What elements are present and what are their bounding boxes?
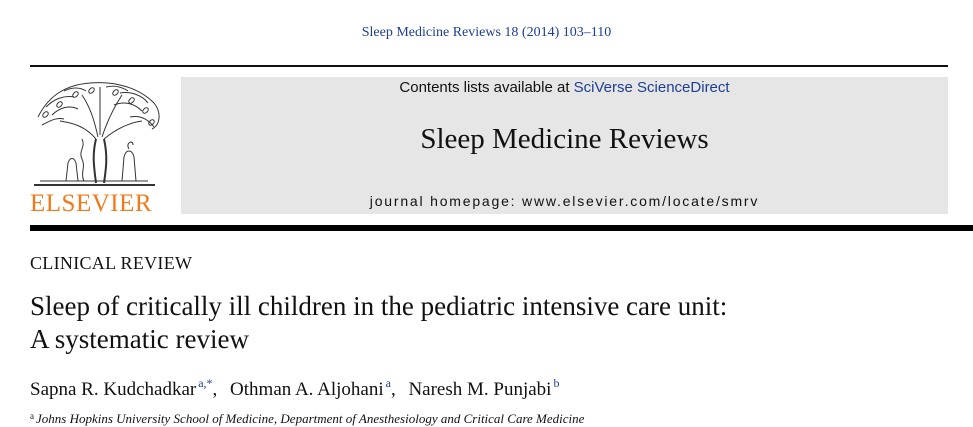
tree-engraving-icon — [30, 77, 180, 192]
author-name: Othman A. Aljohani — [230, 379, 384, 400]
author-affiliation-mark[interactable]: a,* — [198, 376, 213, 390]
journal-title[interactable]: Sleep Medicine Reviews — [420, 123, 709, 155]
contents-prefix: Contents lists available at — [399, 79, 574, 96]
author-affiliation-mark[interactable]: a — [385, 376, 391, 390]
journal-homepage[interactable]: journal homepage: www.elsevier.com/locate/smrv — [369, 193, 760, 209]
banner-rule — [30, 225, 973, 231]
journal-banner — [181, 77, 948, 214]
affiliation-line — [30, 411, 584, 427]
title-line-2: A systematic review — [30, 324, 249, 354]
publisher-wordmark: ELSEVIER — [30, 190, 153, 217]
author-name: Naresh M. Punjabi — [408, 379, 552, 400]
author-name: Sapna R. Kudchadkar — [30, 379, 197, 400]
article-title — [30, 290, 950, 356]
sciencedirect-link[interactable]: SciVerse ScienceDirect — [573, 79, 730, 96]
contents-line — [181, 79, 948, 96]
author-list: Sapna R. Kudchadkar $^{a,*}$, Othman A. Aljohani $^a$, Naresh M. Punjabi $^b$ — [30, 376, 560, 400]
header-rule — [30, 65, 948, 67]
journal-citation[interactable]: Sleep Medicine Reviews 18 (2014) 103–110 — [361, 25, 612, 40]
author-affiliation-mark[interactable]: b — [553, 376, 560, 390]
title-line-1: Sleep of critically ill children in the pediatric intensive care unit: — [30, 291, 728, 321]
affiliation-text: Johns Hopkins University School of Medicine, Department of Anesthesiology and Critical Care Medicine — [36, 411, 585, 426]
affiliation-mark: a — [30, 411, 34, 421]
article-section: CLINICAL REVIEW — [30, 253, 193, 273]
